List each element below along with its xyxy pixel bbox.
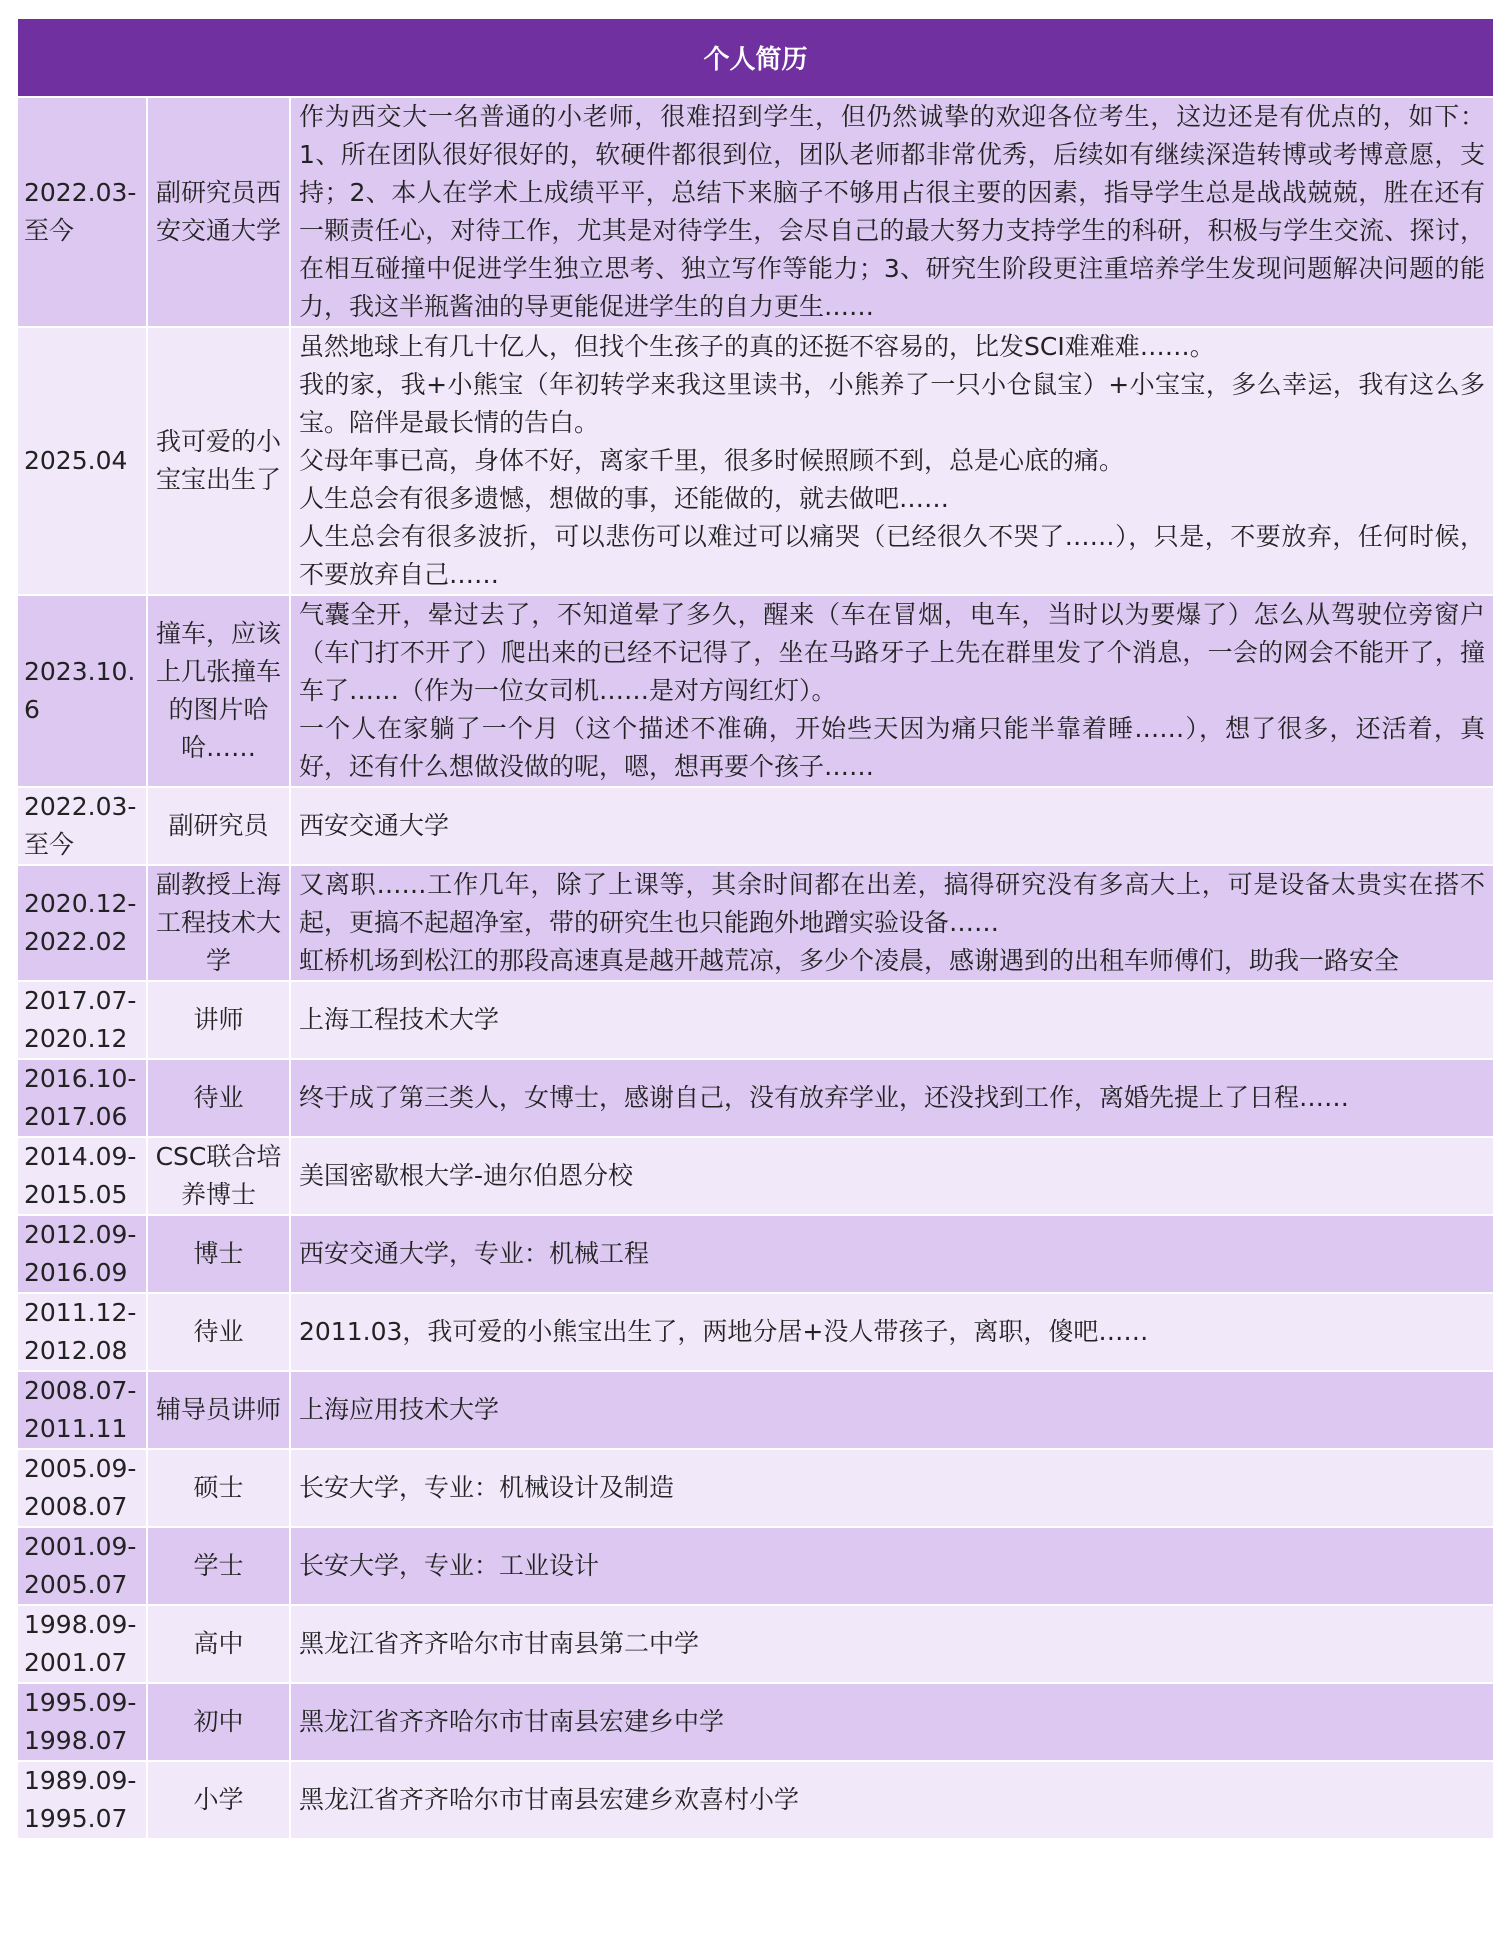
description-line: 长安大学，专业：机械设计及制造 [299,1473,675,1502]
description-cell [290,1683,1494,1761]
resume-row [17,1527,1494,1605]
period-text: 1998.09-2001.07 [24,1610,137,1677]
period-text: 2017.07-2020.12 [24,986,137,1053]
description-cell [290,1527,1494,1605]
role-text: CSC联合培养博士 [155,1142,282,1209]
period-text: 2001.09-2005.07 [24,1532,137,1599]
resume-row [17,1449,1494,1527]
role-text: 待业 [193,1317,244,1346]
description-cell [290,1761,1494,1839]
resume-row [17,1215,1494,1293]
description-line: 终于成了第三类人，女博士，感谢自己，没有放弃学业，还没找到工作，离婚先提上了日程…… [299,1083,1350,1112]
period-text: 2022.03-至今 [24,178,137,245]
resume-row [17,787,1494,865]
role-cell [147,1215,290,1293]
description-line: 人生总会有很多遗憾，想做的事，还能做的，就去做吧…… [299,484,950,513]
resume-title: 个人简历 [17,18,1494,97]
role-text: 我可爱的小宝宝出生了 [155,427,281,494]
resume-table [16,17,1495,1840]
period-text: 2025.04 [24,446,128,475]
role-text: 辅导员讲师 [155,1395,281,1424]
description-line: 黑龙江省齐齐哈尔市甘南县宏建乡欢喜村小学 [299,1785,800,1814]
description-cell [290,1605,1494,1683]
resume-row [17,1293,1494,1371]
period-cell [17,1527,147,1605]
description-line: 美国密歇根大学-迪尔伯恩分校 [299,1161,634,1190]
period-cell [17,327,147,595]
description-line: 长安大学，专业：工业设计 [299,1551,600,1580]
role-cell [147,1683,290,1761]
period-cell [17,1293,147,1371]
resume-row [17,1137,1494,1215]
role-text: 小学 [193,1785,244,1814]
description-line: 黑龙江省齐齐哈尔市甘南县宏建乡中学 [299,1707,725,1736]
description-line: 气囊全开，晕过去了，不知道晕了多久，醒来（车在冒烟，电车，当时以为要爆了）怎么从驾驶位旁窗户（车门打不开了）爬出来的已经不记得了，坐在马路牙子上先在群里发了个消息，一会的网会不能开了，撞车了……（作为一位女司机……是对方闯红灯）。 [299,600,1485,705]
description-line: 西安交通大学，专业：机械工程 [299,1239,650,1268]
resume-row [17,981,1494,1059]
description-cell [290,1059,1494,1137]
resume-row [17,865,1494,981]
description-cell [290,787,1494,865]
description-cell [290,327,1494,595]
role-text: 硕士 [193,1473,244,1502]
role-text: 博士 [193,1239,244,1268]
period-cell [17,1449,147,1527]
role-text: 撞车，应该上几张撞车的图片哈哈…… [155,619,281,762]
period-cell [17,787,147,865]
period-cell [17,1371,147,1449]
resume-row [17,1059,1494,1137]
period-text: 2023.10.6 [24,657,136,724]
period-text: 2020.12-2022.02 [24,889,137,956]
role-text: 初中 [193,1707,244,1736]
resume-header-row [17,18,1494,97]
period-cell [17,1137,147,1215]
period-text: 2016.10-2017.06 [24,1064,137,1131]
resume-row [17,97,1494,327]
resume-body [17,97,1494,1839]
description-cell [290,981,1494,1059]
role-cell [147,981,290,1059]
description-cell [290,1449,1494,1527]
description-line: 一个人在家躺了一个月（这个描述不准确，开始些天因为痛只能半靠着睡……），想了很多，还活着，真好，还有什么想做没做的呢，嗯，想再要个孩子…… [299,714,1485,781]
description-cell [290,1293,1494,1371]
description-line: 上海应用技术大学 [299,1395,500,1424]
resume-row [17,1761,1494,1839]
role-text: 副研究员西安交通大学 [155,178,281,245]
resume-row [17,1605,1494,1683]
description-line: 上海工程技术大学 [299,1005,500,1034]
description-line: 虹桥机场到松江的那段高速真是越开越荒凉，多少个凌晨，感谢遇到的出租车师傅们，助我一路安全 [299,946,1400,975]
period-cell [17,865,147,981]
role-cell [147,1371,290,1449]
role-cell [147,865,290,981]
role-cell [147,1059,290,1137]
description-cell [290,1215,1494,1293]
description-line: 2011.03，我可爱的小熊宝出生了，两地分居+没人带孩子，离职，傻吧…… [299,1317,1149,1346]
description-line: 人生总会有很多波折，可以悲伤可以难过可以痛哭（已经很久不哭了……），只是，不要放弃，任何时候，不要放弃自己…… [299,522,1485,589]
description-line: 父母年事已高，身体不好，离家千里，很多时候照顾不到，总是心底的痛。 [299,446,1125,475]
description-line: 虽然地球上有几十亿人，但找个生孩子的真的还挺不容易的，比发SCI难难难……。 [299,332,1215,361]
role-text: 高中 [193,1629,244,1658]
role-cell [147,1449,290,1527]
role-cell [147,1293,290,1371]
role-cell [147,97,290,327]
period-text: 1989.09-1995.07 [24,1766,137,1833]
role-cell [147,1527,290,1605]
period-text: 2022.03-至今 [24,792,137,859]
period-cell [17,981,147,1059]
description-line: 又离职……工作几年，除了上课等，其余时间都在出差，搞得研究没有多高大上，可是设备太贵实在搭不起，更搞不起超净室，带的研究生也只能跑外地蹭实验设备…… [299,870,1485,937]
description-line: 西安交通大学 [299,811,450,840]
description-line: 作为西交大一名普通的小老师，很难招到学生，但仍然诚挚的欢迎各位考生，这边还是有优点的，如下：1、所在团队很好很好的，软硬件都很到位，团队老师都非常优秀，后续如有继续深造转博或考博意愿，支持；2、本人在学术上成绩平平，总结下来脑子不够用占很主要的因素，指导学生总是战战兢兢，胜在还有一颗责任心，对待工作，尤其是对待学生，会尽自己的最大努力支持学生的科研，积极与学生交流、探讨，在相互碰撞中促进学生独立思考、独立写作等能力；3、研究生阶段更注重培养学生发现问题解决问题的能力，我这半瓶酱油的导更能促进学生的自力更生…… [299,102,1485,321]
period-cell [17,1683,147,1761]
resume-row [17,1683,1494,1761]
resume-row [17,327,1494,595]
description-line: 我的家，我+小熊宝（年初转学来我这里读书，小熊养了一只小仓鼠宝）+小宝宝，多么幸运，我有这么多宝。陪伴是最长情的告白。 [299,370,1485,437]
period-text: 1995.09-1998.07 [24,1688,137,1755]
role-text: 讲师 [193,1005,244,1034]
period-cell [17,97,147,327]
role-cell [147,327,290,595]
description-cell [290,1371,1494,1449]
role-text: 待业 [193,1083,244,1112]
role-text: 副研究员 [168,811,269,840]
period-cell [17,1215,147,1293]
role-cell [147,787,290,865]
period-text: 2012.09-2016.09 [24,1220,137,1287]
role-cell [147,1137,290,1215]
period-text: 2011.12-2012.08 [24,1298,137,1365]
role-cell [147,1605,290,1683]
period-text: 2008.07-2011.11 [24,1376,137,1443]
period-cell [17,1605,147,1683]
period-cell [17,1059,147,1137]
period-cell [17,1761,147,1839]
role-cell [147,595,290,787]
resume-row [17,595,1494,787]
period-text: 2014.09-2015.05 [24,1142,137,1209]
role-text: 副教授上海工程技术大学 [155,870,281,975]
description-line: 黑龙江省齐齐哈尔市甘南县第二中学 [299,1629,700,1658]
description-cell [290,1137,1494,1215]
period-text: 2005.09-2008.07 [24,1454,137,1521]
role-text: 学士 [193,1551,244,1580]
role-cell [147,1761,290,1839]
description-cell [290,97,1494,327]
period-cell [17,595,147,787]
description-cell [290,865,1494,981]
description-cell [290,595,1494,787]
resume-row [17,1371,1494,1449]
